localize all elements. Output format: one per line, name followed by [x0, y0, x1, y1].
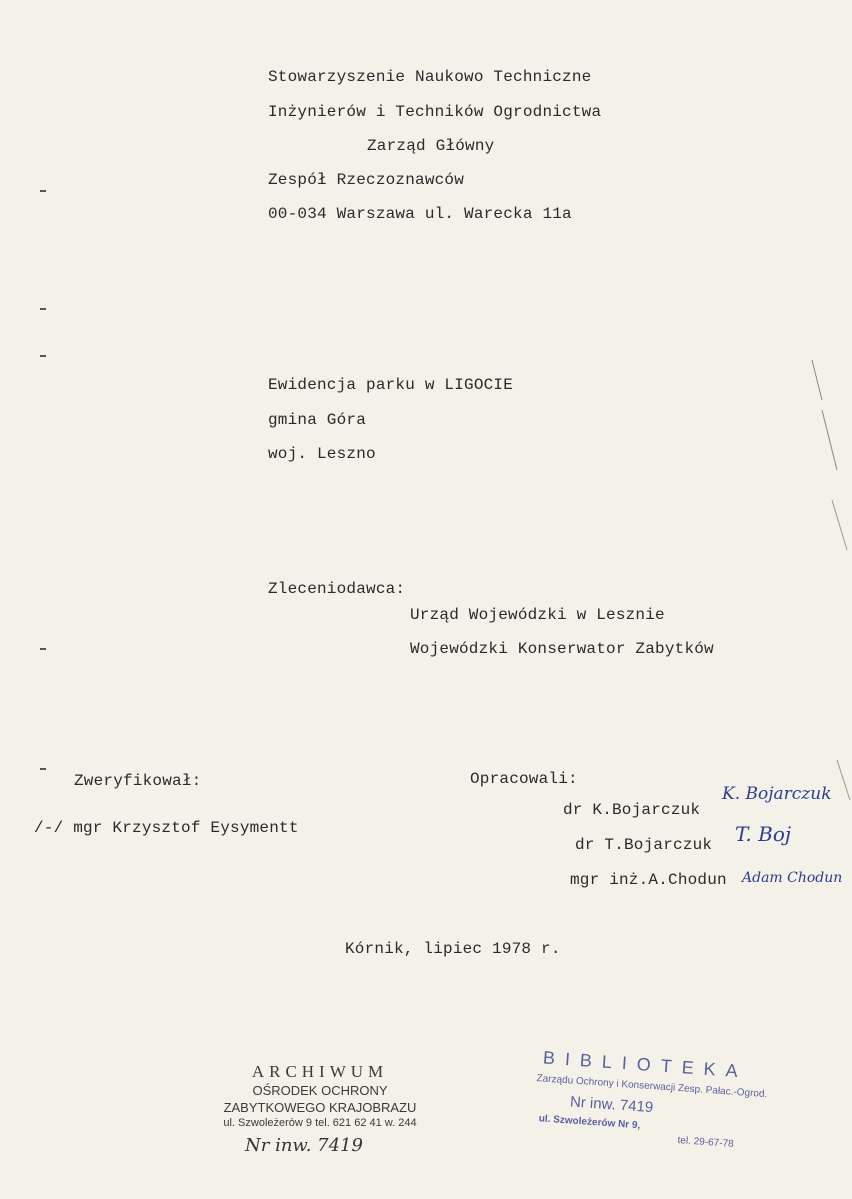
- subject-line-3: woj. Leszno: [268, 445, 376, 463]
- subject-line-1: Ewidencja parku w LIGOCIE: [268, 376, 514, 394]
- library-stamp: [527, 1047, 773, 1163]
- edge-scan-lines: [802, 360, 852, 810]
- library-stamp-line-1: Zarządu Ochrony i Konserwacji Zesp. Pałac.-Ogrod.: [536, 1073, 768, 1101]
- client-label: Zleceniodawca:: [268, 580, 406, 598]
- header-line-1: Stowarzyszenie Naukowo Techniczne: [268, 68, 592, 86]
- library-stamp-line-2: Nr inw. 7419: [569, 1093, 654, 1117]
- subject-line-2: gmina Góra: [268, 411, 367, 429]
- signature-2: T. Boj: [735, 822, 792, 846]
- margin-mark: [40, 308, 46, 310]
- author-2: dr T.Bojarczuk: [575, 836, 713, 854]
- margin-mark: [40, 190, 46, 192]
- margin-mark: [40, 648, 46, 650]
- library-stamp-line-3: ul. Szwoleżerów Nr 9,: [538, 1113, 641, 1132]
- client-line-1: Urząd Wojewódzki w Lesznie: [410, 606, 665, 624]
- signature-1: K. Bojarczuk: [722, 784, 832, 804]
- archive-stamp-line-1: OŚRODEK OCHRONY: [252, 1083, 388, 1098]
- margin-mark: [40, 355, 46, 357]
- client-line-2: Wojewódzki Konserwator Zabytków: [410, 640, 714, 658]
- prepared-label: Opracowali:: [470, 770, 578, 788]
- header-line-5: 00-034 Warszawa ul. Warecka 11a: [268, 205, 572, 223]
- handwritten-inventory-number: Nr inw. 7419: [245, 1135, 363, 1156]
- signature-3: Adam Chodun: [742, 870, 843, 886]
- author-1: dr K.Bojarczuk: [563, 801, 701, 819]
- verified-label: Zweryfikował:: [74, 772, 202, 790]
- header-line-3: Zarząd Główny: [367, 137, 495, 155]
- library-stamp-line-4: tel. 29-67-78: [677, 1135, 734, 1150]
- archive-stamp-line-2: ZABYTKOWEGO KRAJOBRAZU: [223, 1100, 417, 1115]
- library-stamp-title: BIBLIOTEKA: [542, 1047, 749, 1082]
- header-line-4: Zespół Rzeczoznawców: [268, 171, 465, 189]
- archive-stamp-line-3: ul. Szwoleżerów 9 tel. 621 62 41 w. 244: [223, 1117, 417, 1129]
- place-date: Kórnik, lipiec 1978 r.: [345, 940, 561, 958]
- verified-name: /-/ mgr Krzysztof Eysymentt: [34, 819, 299, 837]
- archive-stamp-title: ARCHIWUM: [251, 1062, 389, 1081]
- header-line-2: Inżynierów i Techników Ogrodnictwa: [268, 103, 602, 121]
- archive-stamp: [200, 1062, 440, 1131]
- author-3: mgr inż.A.Chodun: [570, 871, 727, 889]
- margin-mark: [40, 768, 46, 770]
